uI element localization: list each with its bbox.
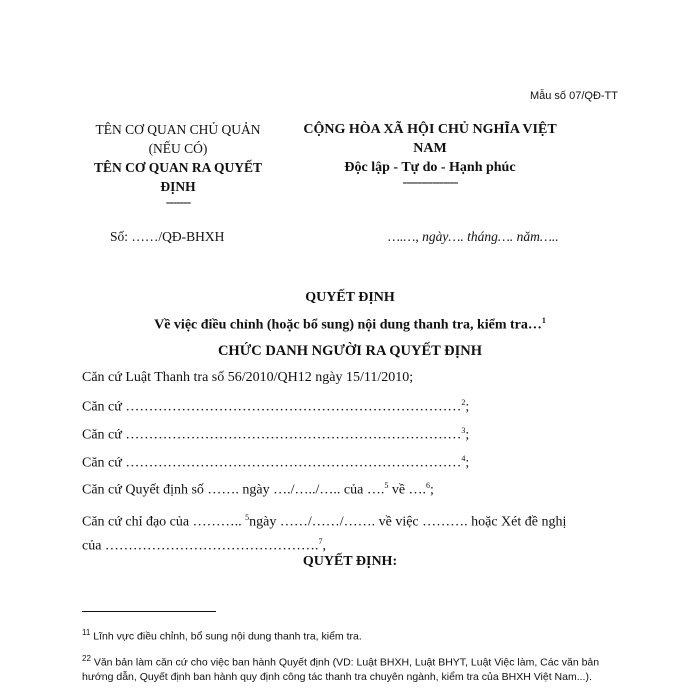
decide-heading: QUYẾT ĐỊNH: [302, 554, 398, 569]
footnote [82, 626, 622, 644]
basis-text: Căn cứ Luật Thanh tra số 56/2010/QH12 ngày 15/11/2010; [82, 370, 414, 385]
form-code: Mẫu số 07/QĐ-TT [529, 90, 618, 102]
parent-agency-line: TÊN CƠ QUAN CHỦ QUẢN [95, 122, 261, 137]
footnote-ref: 5 [384, 481, 389, 490]
basis-tail: ; [465, 427, 470, 443]
basis-tail: , [322, 538, 326, 554]
issuing-agency-line-2: ĐỊNH [160, 179, 196, 194]
basis-line [82, 426, 469, 444]
footnote [82, 652, 622, 684]
basis-text: Căn cứ ……………………………………………………………… [82, 399, 462, 415]
decision-title: QUYẾT ĐỊNH [305, 290, 395, 305]
basis-line [82, 370, 413, 386]
subtitle-text: Về việc điều chỉnh (hoặc bổ sung) nội dung thanh tra, kiểm tra… [154, 317, 542, 333]
footnote-mark: 22 [82, 654, 91, 663]
basis-text: Căn cứ ……………………………………………………………… [82, 455, 462, 471]
basis-text: Căn cứ Quyết định số ……. ngày …./…../….. của …. [82, 482, 385, 498]
basis-text: về …. [388, 482, 427, 498]
footnote-mark: 11 [82, 628, 91, 637]
footnote-text: Lĩnh vực điều chỉnh, bổ sung nội dung thanh tra, kiểm tra. [93, 630, 362, 643]
place-date: ….…, ngày…. tháng…. năm….. [388, 229, 559, 244]
basis-text: ngày ……/……/……. về việc ………. hoặc Xét đề nghị [249, 514, 567, 530]
country-name: CỘNG HÒA XÃ HỘI CHỦ NGHĨA VIỆT [303, 122, 557, 137]
basis-tail: ; [430, 482, 434, 498]
authority-title: CHỨC DANH NGƯỜI RA QUYẾT ĐỊNH [217, 343, 483, 359]
document-number: Số: ……/QĐ-BHXH [110, 229, 225, 244]
footnote-ref: 5 [245, 513, 250, 522]
motto: Độc lập - Tự do - Hạnh phúc [344, 160, 516, 175]
issuing-agency-header [78, 120, 278, 208]
parent-agency-note: (NẾU CÓ) [148, 141, 208, 156]
footnote-ref: 4 [461, 454, 466, 463]
left-header-separator: ------- [165, 194, 191, 209]
basis-tail: ; [465, 399, 470, 415]
issuing-agency-line: TÊN CƠ QUAN RA QUYẾT [93, 160, 263, 175]
basis-line [82, 398, 469, 416]
basis-line [82, 454, 469, 472]
decision-subtitle [0, 316, 700, 334]
footnote-ref: 2 [461, 398, 466, 407]
footnote-ref: 1 [541, 316, 546, 325]
footnote-ref: 3 [461, 426, 466, 435]
basis-text: Căn cứ chỉ đạo của ……….. [82, 514, 246, 530]
footnote-ref: 7 [318, 536, 323, 546]
national-motto-header [285, 120, 575, 189]
right-header-separator: --------------- [402, 175, 458, 190]
footnote-ref: 6 [426, 481, 431, 490]
footnote-text: Văn bản làm căn cứ cho việc ban hành Quyết định (VD: Luật BHXH, Luật BHYT, Luật Việc làm, Các văn bản hướng dẫn, Quyết định ban hành quy định công tác thanh tra chuyên ngành, kiểm tra của BHXH Việt Nam...). [82, 656, 600, 683]
country-name-2: NAM [413, 141, 447, 156]
basis-tail: ; [465, 455, 470, 471]
basis-text: Căn cứ ……………………………………………………………… [82, 427, 462, 443]
basis-direction-line [82, 508, 566, 555]
footnote-separator [82, 611, 216, 612]
basis-decision-line [82, 481, 434, 499]
basis-text: của ………………………………………. [82, 538, 319, 554]
